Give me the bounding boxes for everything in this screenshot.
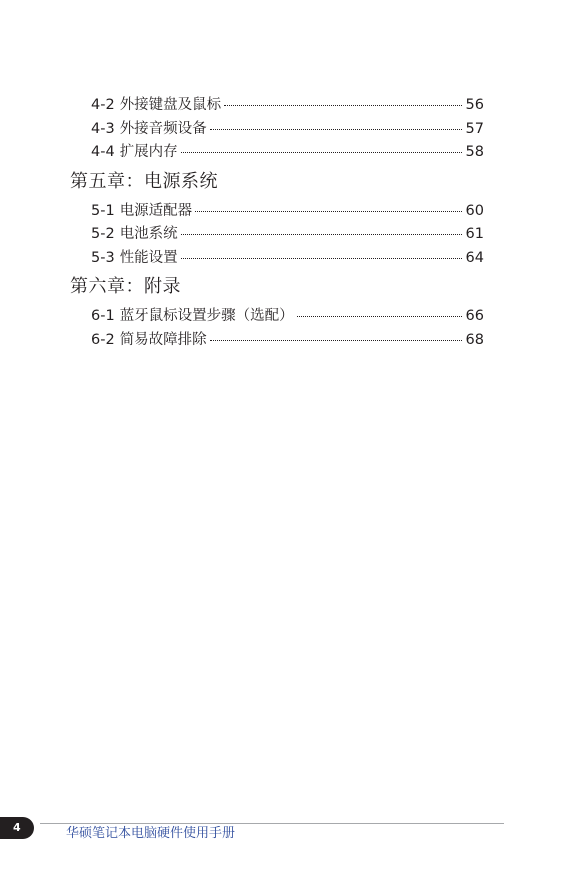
dot-leader (297, 316, 462, 317)
dot-leader (181, 152, 462, 153)
dot-leader (181, 234, 462, 235)
page-number: 66 (465, 308, 484, 324)
page-number: 57 (465, 121, 484, 137)
toc-entry[interactable] (91, 248, 484, 268)
section-title: 电源适配器 (119, 203, 193, 219)
section-number: 5-2 (91, 226, 115, 242)
section-number: 6-1 (91, 308, 115, 324)
section-title: 扩展内存 (119, 144, 178, 160)
toc-entry[interactable] (91, 306, 484, 326)
section-number: 4-3 (91, 121, 115, 137)
section-number: 6-2 (91, 332, 115, 348)
page-number: 56 (465, 97, 484, 113)
page-number: 68 (465, 332, 484, 348)
toc-entry[interactable] (91, 224, 484, 244)
toc-entry[interactable] (91, 201, 484, 221)
section-number: 4-4 (91, 144, 115, 160)
page-number: 58 (465, 144, 484, 160)
chapter-heading[interactable]: 第五章：电源系统 (70, 171, 218, 192)
toc-entry[interactable] (91, 142, 484, 162)
dot-leader (181, 258, 462, 259)
page-number: 60 (465, 203, 484, 219)
section-number: 4-2 (91, 97, 115, 113)
toc-entry[interactable] (91, 95, 484, 115)
section-number: 5-3 (91, 250, 115, 266)
toc-entry[interactable] (91, 330, 484, 350)
section-title: 电池系统 (119, 226, 178, 242)
manual-title: 华硕笔记本电脑硬件使用手册 (66, 826, 236, 841)
page-number-badge: 4 (0, 817, 34, 839)
dot-leader (224, 105, 462, 106)
dot-leader (210, 340, 462, 341)
chapter-heading[interactable]: 第六章：附录 (70, 276, 181, 297)
section-title: 外接键盘及鼠标 (119, 97, 222, 113)
dot-leader (195, 211, 462, 212)
dot-leader (210, 129, 462, 130)
section-title: 简易故障排除 (119, 332, 207, 348)
section-title: 外接音频设备 (119, 121, 207, 137)
page-number: 64 (465, 250, 484, 266)
section-number: 5-1 (91, 203, 115, 219)
section-title: 性能设置 (119, 250, 178, 266)
section-title: 蓝牙鼠标设置步骤（选配） (119, 308, 294, 324)
page-number: 61 (465, 226, 484, 242)
toc-entry[interactable] (91, 119, 484, 139)
